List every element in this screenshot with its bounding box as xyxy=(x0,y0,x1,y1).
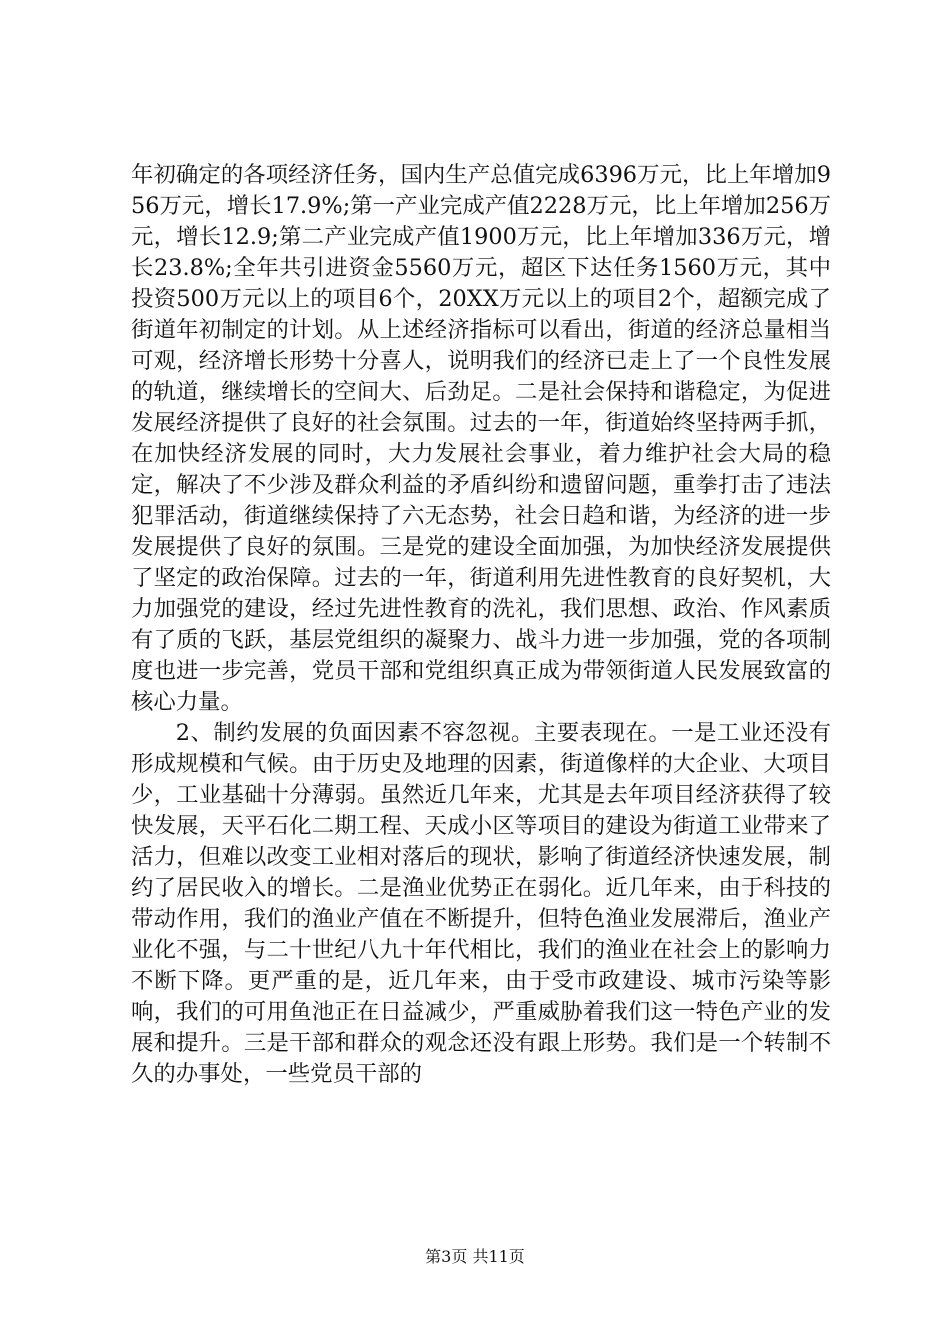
document-body xyxy=(131,160,831,1090)
page-footer: 第3页 共11页 xyxy=(425,1247,525,1266)
paragraph-economic-results: 年初确定的各项经济任务，国内生产总值完成6396万元，比上年增加956万元，增长17.9%;第一产业完成产值2228万元，比上年增加256万元，增长12.9;第二产业完成产值1900万元，比上年增加336万元，增长23.8%;全年共引进资金5560万元，超区下达任务1560万元，其中投资500万元以上的项目6个，20XX万元以上的项目2个，超额完成了街道年初制定的计划。从上述经济指标可以看出，街道的经济总量相当可观，经济增长形势十分喜人，说明我们的经济已走上了一个良性发展的轨道，继续增长的空间大、后劲足。二是社会保持和谐稳定，为促进发展经济提供了良好的社会氛围。过去的一年，街道始终坚持两手抓，在加快经济发展的同时，大力发展社会事业，着力维护社会大局的稳定，解决了不少涉及群众利益的矛盾纠纷和遗留问题，重拳打击了违法犯罪活动，街道继续保持了六无态势，社会日趋和谐，为经济的进一步发展提供了良好的氛围。三是党的建设全面加强，为加快经济发展提供了坚定的政治保障。过去的一年，街道利用先进性教育的良好契机，大力加强党的建设，经过先进性教育的洗礼，我们思想、政治、作风素质有了质的飞跃，基层党组织的凝聚力、战斗力进一步加强，党的各项制度也进一步完善，党员干部和党组织真正成为带领街道人民发展致富的核心力量。 xyxy=(131,162,831,715)
paragraph-negative-factors: 2、制约发展的负面因素不容忽视。主要表现在。一是工业还没有形成规模和气候。由于历史及地理的因素，街道像样的大企业、大项目少，工业基础十分薄弱。虽然近几年来，尤其是去年项目经济获得了较快发展，天平石化二期工程、天成小区等项目的建设为街道工业带来了活力，但难以改变工业相对落后的现状，影响了街道经济快速发展，制约了居民收入的增长。二是渔业优势正在弱化。近几年来，由于科技的带动作用，我们的渔业产值在不断提升，但特色渔业发展滞后，渔业产业化不强，与二十世纪八九十年代相比，我们的渔业在社会上的影响力不断下降。更严重的是，近几年来，由于受市政建设、城市污染等影响，我们的可用鱼池正在日益减少，严重威胁着我们这一特色产业的发展和提升。三是干部和群众的观念还没有跟上形势。我们是一个转制不久的办事处，一些党员干部的 xyxy=(131,720,831,1087)
